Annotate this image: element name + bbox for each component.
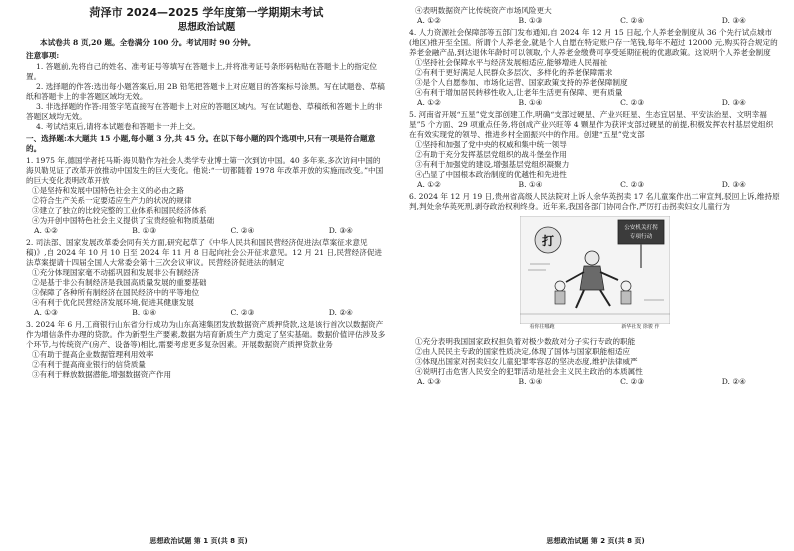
choice-a: A. ①②	[417, 180, 441, 190]
choice-b: B. ①④	[518, 98, 543, 108]
notes-heading: 注意事项:	[26, 50, 60, 60]
choice-b: B. ①④	[518, 180, 543, 190]
choice-d: D. ③④	[328, 225, 353, 235]
question-5	[409, 110, 780, 190]
choice-c: C. ②④	[620, 16, 645, 26]
question-option: ①坚持和加强了党中央的权威和集中统一领导	[415, 140, 567, 150]
caption-left: 看你往哪跑	[529, 324, 555, 331]
section1-heading: 一、选择题:本大题共 15 小题,每小题 3 分,共 45 分。在以下每小题的四个选项中,只有一项是符合题意的。	[26, 133, 376, 153]
choice-d: D. ②④	[328, 307, 353, 317]
question-option: ③是个人自愿参加、市场化运营、国家政策支持的养老保障制度	[415, 78, 628, 88]
choice-c: C. ②③	[230, 307, 255, 317]
question-option: ①有助于提高企业数据管理利用效率	[32, 349, 154, 359]
cartoon-caption	[520, 324, 670, 331]
question-option: ④说明打击危害人民安全的犯罪活动是社会主义民主政治的本质属性	[415, 367, 643, 377]
question-option: ①是坚持和发展中国特色社会主义的必由之路	[32, 185, 184, 195]
hit-text: 打	[541, 234, 554, 249]
choice-c: C. ②③	[620, 377, 645, 387]
question-option: ②是基于非公有制经济是我国高质量发展的重要基础	[32, 277, 207, 287]
question-option: ①坚持社会保障水平与经济发展相适应,能够增进人民福祉	[415, 58, 608, 68]
answer-choices	[409, 98, 780, 108]
question-option: ④有利于优化民营经济发展环境,促进其健康发展	[32, 297, 194, 307]
question-6	[409, 192, 780, 387]
question-option: ①充分表明我国国家政权担负着对极少数敌对分子实行专政的职能	[415, 337, 636, 347]
choice-b: B. ①③	[518, 16, 543, 26]
question-option: ②符合生产关系一定要适应生产力的状况的规律	[32, 195, 192, 205]
choice-a: A. ①②	[34, 225, 58, 235]
choice-a: A. ①③	[417, 377, 441, 387]
answer-choices	[409, 377, 780, 387]
choice-c: C. ②③	[620, 180, 645, 190]
question-option: ③有利于加强党的建设,增强基层党组织凝聚力	[415, 160, 570, 170]
cartoon-drawing	[520, 216, 670, 324]
question-stem: 6. 2024 年 12 月 19 日,贵州省高级人民法院对上诉人余华英拐卖 17 名儿童案作出二审宣判,驳回上诉,维持原判,判处余华英死刑,剥夺政治权利终身。近年来,我国各部门协同合作,严厉打击拐卖妇女儿童行为	[409, 192, 780, 212]
exam-title: 菏泽市 2024—2025 学年度第一学期期末考试	[89, 6, 324, 19]
choice-d: D. ②④	[721, 377, 746, 387]
choice-d: D. ③④	[721, 98, 746, 108]
question-3	[26, 320, 387, 380]
sign-text-line: 专项行动	[629, 234, 652, 241]
question-stem: 2. 司法部、国家发展改革委会同有关方面,研究起草了《中华人民共和国民营经济促进法(草案征求意见稿)》,自 2024 年 10 月 10 日至 2024 年 11 月 8 日起向社会公开征求意见。12 月 21 日,民营经济促进法草案提请十四届全国人大常委会第十三次会议审议。民营经济促进法的制定	[26, 237, 383, 267]
question-option: ④为开创中国特色社会主义提供了宝贵经验和物质基础	[32, 215, 215, 225]
choice-d: D. ③④	[721, 180, 746, 190]
choice-b: B. ①④	[132, 307, 157, 317]
question-1	[26, 156, 387, 236]
question-stem: 5. 河南省开展“五星”党支部创建工作,明确“支部过硬星、产业兴旺星、生态宜居星、平安法治星、文明幸福星”5 个方面、29 项重点任务,将创成产业兴旺等 4 颗星作为获评支部过硬星的前提,积极发挥农村基层党组织在有效实现党的领导、推进乡村全面振兴中的作用。创建“五星”党支部	[409, 110, 774, 140]
page-footer: 思想政治试题 第 1 页(共 8 页)	[149, 536, 248, 545]
choice-d: D. ③④	[721, 16, 746, 26]
choice-c: C. ②④	[230, 225, 255, 235]
note-item: 2. 选择题的作答:选出每小题答案后,用 2B 铅笔把答题卡上对应题目的答案标号涂黑。写在试题卷、草稿纸和答题卡上的非答题区域均无效。	[26, 81, 385, 101]
exam-intro: 本试卷共 8 页,20 题。全卷满分 100 分。考试用时 90 分钟。	[40, 37, 256, 47]
question-option: ④有利于增加居民转移性收入,让老年生活更有保障、更有质量	[415, 88, 623, 98]
note-item: 3. 非选择题的作答:用签字笔直接写在答题卡上对应的答题区域内。写在试题卷、草稿纸和答题卡上的非答题区域均无效。	[26, 101, 383, 121]
page-footer: 思想政治试题 第 2 页(共 8 页)	[546, 536, 645, 545]
choice-a: A. ①②	[417, 98, 441, 108]
cartoon-illustration	[520, 216, 670, 334]
note-item: 1. 答题前,先将自己的姓名、准考证号等填写在答题卡上,并将准考证号条形码粘贴在答题卡上的指定位置。	[26, 61, 378, 81]
choice-c: C. ②③	[620, 98, 645, 108]
note-item: 4. 考试结束后,请将本试题卷和答题卡一并上交。	[36, 121, 200, 131]
exam-page-2	[397, 0, 794, 551]
choice-a: A. ①③	[34, 307, 58, 317]
question-option: ④表明数据资产比传统资产市场风险更大	[415, 6, 552, 15]
question-option: ①充分体现国家毫不动摇巩固和发展非公有制经济	[32, 267, 200, 277]
question-option: ②有利于更好满足人民群众多层次、多样化的养老保障需求	[415, 68, 613, 78]
caption-right: 新华社发 徐骏 作	[621, 324, 660, 331]
sign-text-line: 公安机关打拐	[623, 225, 658, 232]
answer-choices	[409, 16, 780, 26]
choice-b: B. ①③	[132, 225, 157, 235]
exam-subtitle: 思想政治试题	[177, 21, 236, 33]
question-3-continued	[409, 6, 780, 26]
question-option: ②有利于提高商业银行的信贷质量	[32, 359, 146, 369]
question-option: ②有助于充分发挥基层党组织的战斗堡垒作用	[415, 150, 567, 160]
question-stem: 4. 人力资源社会保障部等五部门发布通知,自 2024 年 12 月 15 日起,个人养老金制度从 36 个先行试点城市(地区)推开至全国。所谓个人养老金,就是个人自愿在特定账户存一笔钱,每年不超过 12000 元,购买符合规定的养老金融产品,到达退休年龄时可以领取,个人养老金缴费可享受延期征税的优惠政策。这说明个人养老金制度	[409, 28, 778, 58]
question-option: ③体现出国家对拐卖妇女儿童犯罪零容忍的坚决态度,维护法律威严	[415, 357, 638, 367]
question-stem: 1. 1975 年,德国学者托马斯·海贝勒作为社会人类学专业博士第一次到访中国。40 多年来,多次访问中国的海贝勒见证了改革开放推动中国发生的巨大变化。他说:“一切都随着 1978 年改革开放的实施而改变。”中国的巨大变化表明改革开放	[26, 155, 384, 185]
choice-b: B. ①④	[518, 377, 543, 387]
answer-choices	[26, 226, 387, 236]
answer-choices	[409, 180, 780, 190]
choice-a: A. ①②	[417, 16, 441, 26]
question-stem: 3. 2024 年 6 月,工商银行山东省分行成功为山东高速集团发放数据资产质押贷款,这是该行首次以数据资产作为增信条件办理的贷款。作为新型生产要素,数据为培育新质生产力奠定了坚实基础。数据价值评估涉及多个环节,与传统资产(房产、设备等)相比,需要考虑更多复杂因素。开展数据资产质押贷款业务	[26, 319, 386, 349]
question-option: ③建立了独立的比较完整的工业体系和国民经济体系	[32, 205, 207, 215]
question-4	[409, 28, 780, 108]
question-option: ③保障了各种所有制经济在国民经济中的平等地位	[32, 287, 200, 297]
question-option: ②由人民民主专政的国家性质决定,体现了国体与国家职能相适应	[415, 347, 631, 357]
question-option: ③有利于释放数据潜能,增强数据资产作用	[32, 370, 172, 379]
question-option: ④凸显了中国根本政治制度的优越性和先进性	[415, 170, 567, 180]
question-2	[26, 238, 387, 318]
answer-choices	[26, 308, 387, 318]
